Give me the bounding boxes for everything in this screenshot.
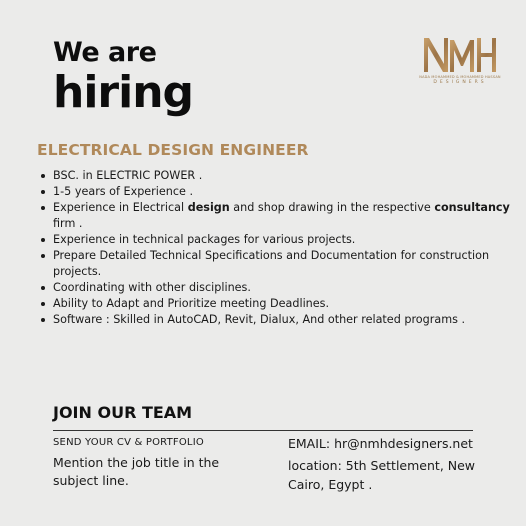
requirement-text: 1-5 years of Experience .	[53, 185, 194, 198]
requirement-item	[40, 312, 510, 328]
company-logo	[416, 34, 504, 86]
requirement-bold-text: design	[187, 201, 230, 214]
requirement-text: Prepare Detailed Technical Specifications and Documentation for construction projects.	[53, 249, 490, 278]
requirement-bold-text: consultancy	[434, 201, 510, 214]
office-location: location: 5th Settlement, New Cairo, Egypt .	[288, 458, 476, 492]
requirement-text: and shop drawing in the respective	[229, 201, 435, 214]
requirement-text: Software : Skilled in AutoCAD, Revit, Dialux, And other related programs .	[53, 313, 466, 326]
requirement-item	[40, 184, 510, 200]
job-title: ELECTRICAL DESIGN ENGINEER	[37, 141, 309, 159]
join-team-heading: JOIN OUR TEAM	[53, 403, 193, 422]
contact-email[interactable]: EMAIL: hr@nmhdesigners.net	[288, 436, 473, 451]
requirement-text: BSC. in ELECTRIC POWER .	[53, 169, 203, 182]
requirement-item	[40, 168, 510, 184]
requirement-text: firm .	[53, 217, 83, 230]
requirement-text: Experience in Electrical	[53, 201, 188, 214]
requirement-item	[40, 296, 510, 312]
requirement-item	[40, 280, 510, 296]
requirement-text: Ability to Adapt and Prioritize meeting Deadlines.	[53, 297, 330, 310]
headline-line-1: We are	[53, 37, 157, 68]
mention-job-title-note: Mention the job title in the subject line.	[53, 455, 220, 488]
logo-subword: DESIGNERS	[433, 80, 487, 85]
requirements-list	[40, 168, 510, 328]
requirement-item	[40, 200, 510, 232]
section-divider	[53, 430, 473, 431]
headline-line-2: hiring	[53, 67, 194, 118]
requirement-text: Experience in technical packages for various projects.	[53, 233, 356, 246]
nmh-monogram-icon	[420, 34, 500, 74]
logo-tagline: NADA MOHAMMED & MOHAMMED HASSAN	[419, 75, 501, 79]
requirement-item	[40, 248, 510, 280]
send-cv-label: SEND YOUR CV & PORTFOLIO	[53, 437, 204, 448]
hiring-headline	[53, 36, 193, 116]
requirement-text: Coordinating with other disciplines.	[53, 281, 251, 294]
requirement-item	[40, 232, 510, 248]
